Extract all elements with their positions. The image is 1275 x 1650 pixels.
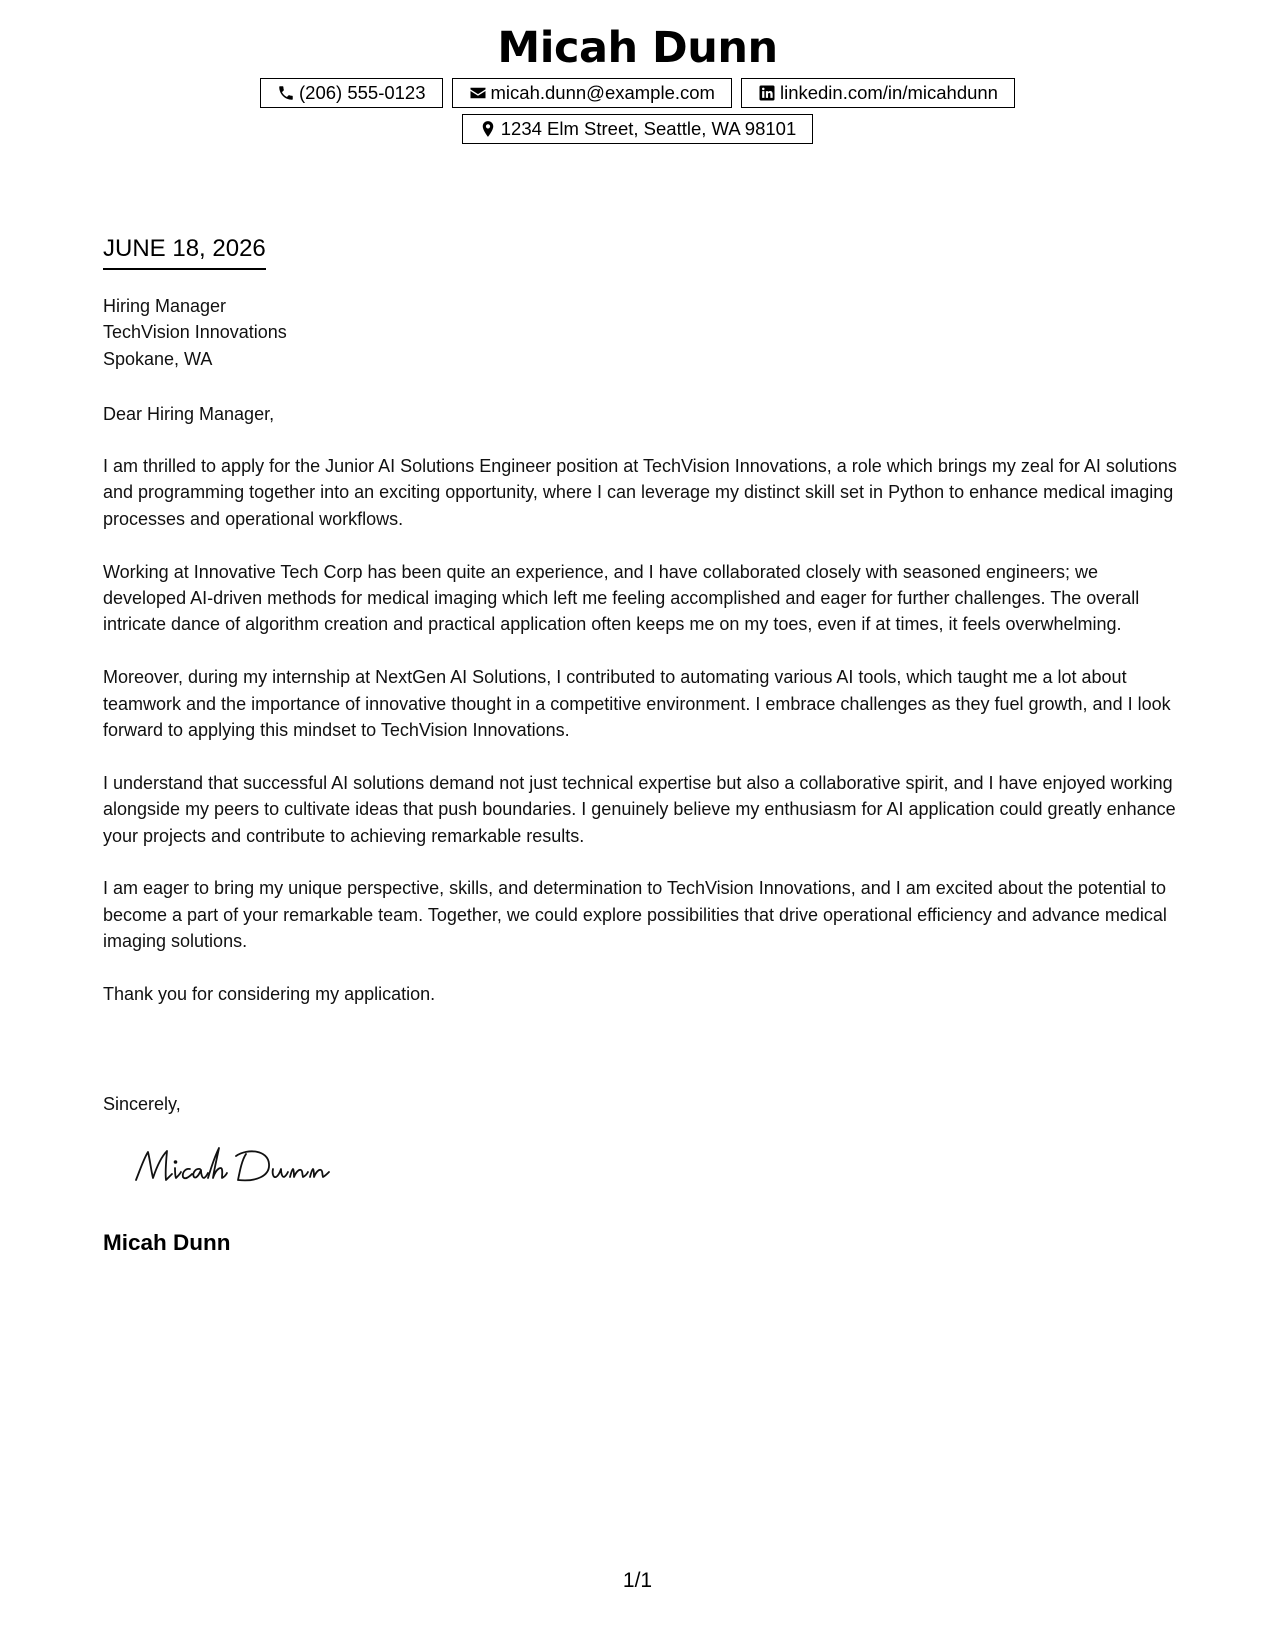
phone-icon: [277, 84, 295, 102]
body-paragraph: I am thrilled to apply for the Junior AI Solutions Engineer position at TechVision Innovations, a role which brings my zeal for AI solutions and programming together into an exciting opportunity, where I can leverage my distinct skill set in Python to enhance medical imaging processes and operational workflows.: [103, 456, 1177, 529]
street-address: 1234 Elm Street, Seattle, WA 98101: [500, 118, 797, 139]
email-chip[interactable]: [452, 78, 732, 108]
salutation: Dear Hiring Manager,: [103, 404, 275, 424]
letter-date: JUNE 18, 2026: [103, 232, 266, 270]
linkedin-chip[interactable]: [741, 78, 1015, 108]
recipient-title: Hiring Manager: [103, 296, 227, 316]
recipient-block: [103, 293, 1178, 372]
handwritten-signature: [128, 1140, 338, 1200]
map-pin-icon: [479, 120, 497, 138]
address-chip: [462, 114, 814, 144]
phone-chip: [260, 78, 443, 108]
body-paragraph: Moreover, during my internship at NextGen AI Solutions, I contributed to automating various AI tools, which taught me a lot about teamwork and the importance of innovative thought in a competitive environment. I embrace challenges as they fuel growth, and I look forward to applying this mindset to TechVision Innovations.: [103, 667, 1171, 741]
phone-number: (206) 555-0123: [299, 82, 426, 103]
body-paragraph: I understand that successful AI solutions demand not just technical expertise but also a collaborative spirit, and I have enjoyed working alongside my peers to cultivate ideas that push boundaries. I genuinely believe my enthusiasm for AI application could greatly enhance your projects and contribute to achieving remarkable results.: [103, 772, 1176, 846]
contact-row-secondary: [0, 114, 1275, 144]
applicant-name: Micah Dunn: [497, 23, 778, 73]
body-paragraph: Thank you for considering my application.: [103, 984, 436, 1005]
body-paragraph: Working at Innovative Tech Corp has been quite an experience, and I have collaborated closely with seasoned engineers; we developed AI-driven methods for medical imaging which left me feeling accomplished and eager for further challenges. The overall intricate dance of algorithm creation and practical application often keeps me on my toes, even if at times, it feels overwhelming.: [103, 561, 1140, 635]
email-address[interactable]: micah.dunn@example.com: [490, 82, 715, 103]
signer-name: Micah Dunn: [103, 1230, 231, 1255]
letter-body: [103, 453, 1178, 1034]
linkedin-icon: [758, 84, 776, 102]
envelope-icon: [469, 84, 487, 102]
closing: Sincerely,: [103, 1094, 181, 1114]
contact-row-primary: [0, 78, 1275, 108]
letterhead: [0, 18, 1275, 144]
recipient-company: TechVision Innovations: [103, 322, 287, 343]
body-paragraph: I am eager to bring my unique perspective, skills, and determination to TechVision Innovations, and I am excited about the potential to become a part of your remarkable team. Together, we could explore possibilities that drive operational efficiency and advance medical imaging solutions.: [103, 878, 1167, 952]
recipient-location: Spokane, WA: [103, 348, 213, 369]
page-number: 1/1: [622, 1569, 653, 1592]
linkedin-url[interactable]: linkedin.com/in/micahdunn: [779, 82, 998, 103]
